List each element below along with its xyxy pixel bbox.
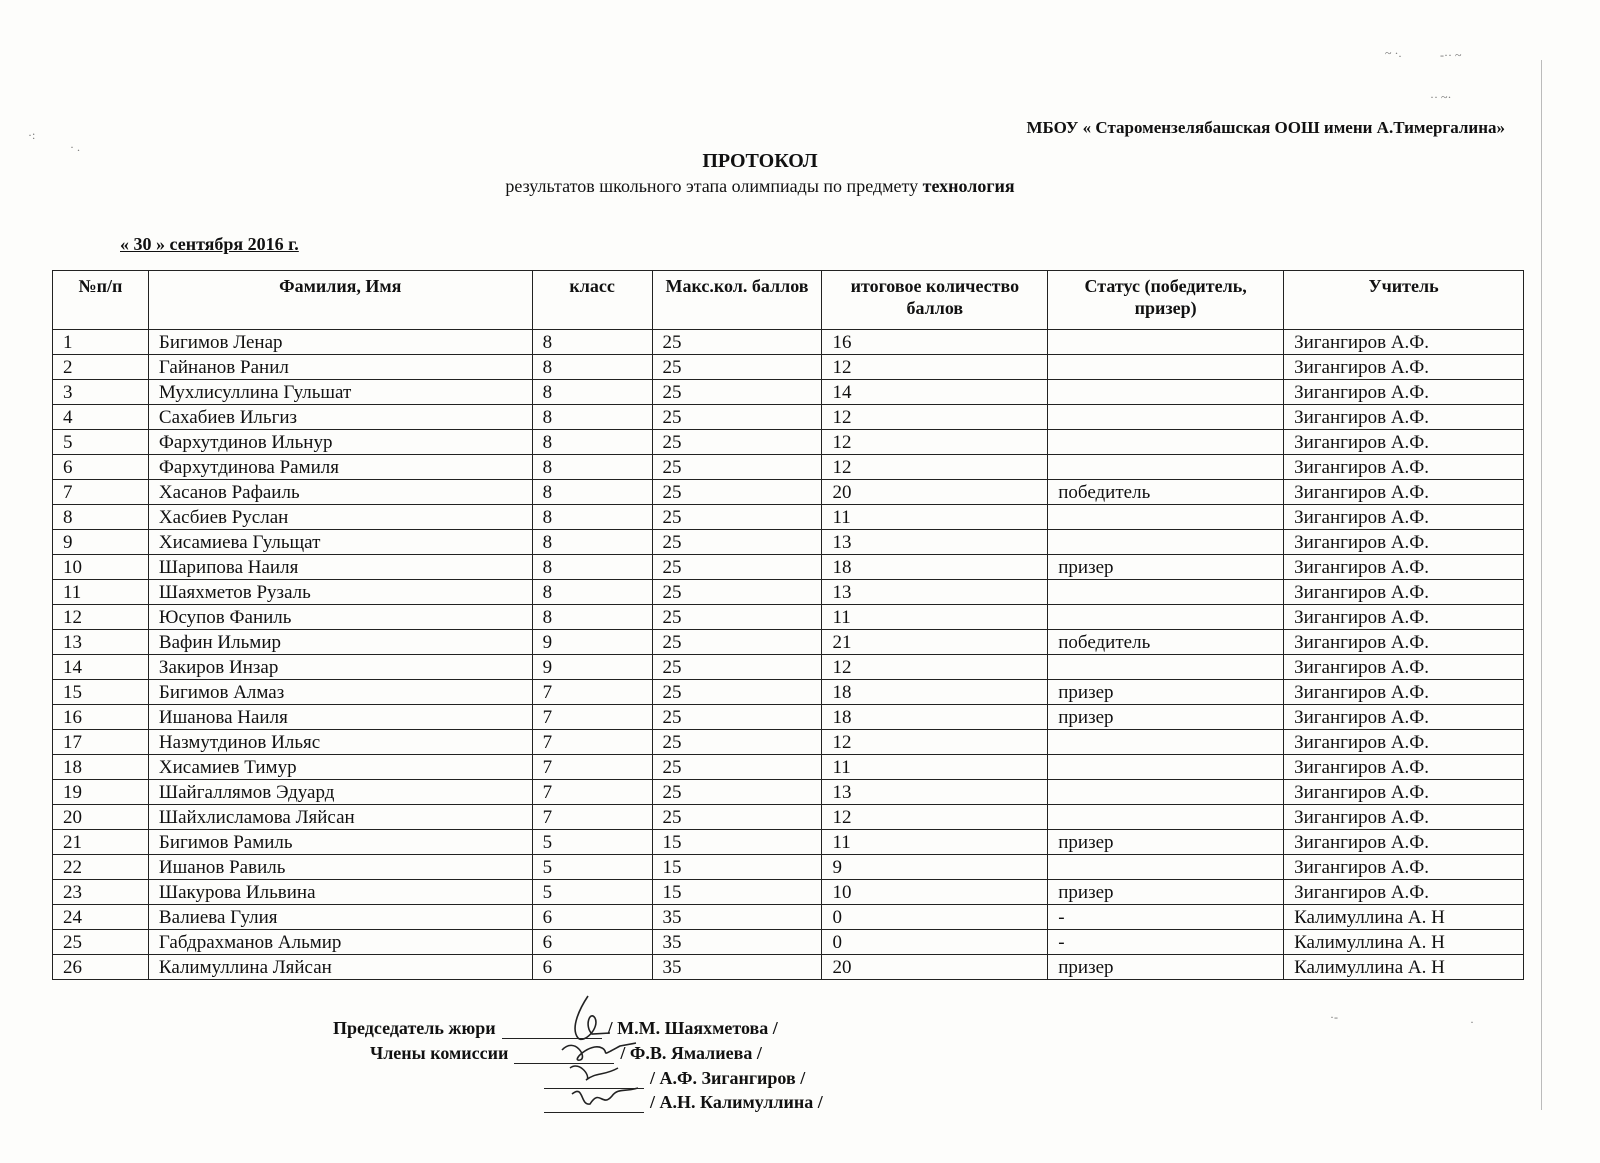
status-cell: победитель: [1048, 630, 1284, 655]
row-number: 24: [53, 905, 149, 930]
score-cell: 11: [822, 505, 1048, 530]
student-name: Закиров Инзар: [148, 655, 532, 680]
class-cell: 6: [532, 930, 652, 955]
table-row: [53, 380, 1524, 405]
max-score-cell: 15: [652, 880, 822, 905]
status-cell: [1048, 780, 1284, 805]
max-score-cell: 25: [652, 655, 822, 680]
row-number: 14: [53, 655, 149, 680]
student-name: Шакурова Ильвина: [148, 880, 532, 905]
student-name: Калимуллина Ляйсан: [148, 955, 532, 980]
class-cell: 7: [532, 705, 652, 730]
row-number: 18: [53, 755, 149, 780]
student-name: Фархутдинов Ильнур: [148, 430, 532, 455]
max-score-cell: 25: [652, 405, 822, 430]
max-score-cell: 25: [652, 805, 822, 830]
teacher-cell: Зигангиров А.Ф.: [1284, 730, 1524, 755]
document-subtitle: [0, 176, 1520, 197]
col-header-max: Макс.кол. баллов: [652, 271, 822, 330]
max-score-cell: 25: [652, 455, 822, 480]
teacher-cell: Зигангиров А.Ф.: [1284, 880, 1524, 905]
scan-speck: ·:: [28, 128, 36, 142]
table-row: [53, 455, 1524, 480]
teacher-cell: Зигангиров А.Ф.: [1284, 380, 1524, 405]
class-cell: 8: [532, 605, 652, 630]
score-cell: 20: [822, 480, 1048, 505]
score-cell: 12: [822, 355, 1048, 380]
class-cell: 9: [532, 655, 652, 680]
teacher-cell: Зигангиров А.Ф.: [1284, 530, 1524, 555]
table-row: [53, 605, 1524, 630]
teacher-cell: Зигангиров А.Ф.: [1284, 430, 1524, 455]
max-score-cell: 25: [652, 580, 822, 605]
subtitle-prefix: результатов школьного этапа олимпиады по предмету: [505, 176, 919, 196]
status-cell: -: [1048, 930, 1284, 955]
teacher-cell: Калимуллина А. Н: [1284, 905, 1524, 930]
teacher-cell: Зигангиров А.Ф.: [1284, 805, 1524, 830]
class-cell: 9: [532, 630, 652, 655]
table-row: [53, 655, 1524, 680]
class-cell: 5: [532, 830, 652, 855]
row-number: 15: [53, 680, 149, 705]
max-score-cell: 25: [652, 730, 822, 755]
teacher-cell: Зигангиров А.Ф.: [1284, 505, 1524, 530]
max-score-cell: 35: [652, 955, 822, 980]
score-cell: 14: [822, 380, 1048, 405]
table-row: [53, 555, 1524, 580]
class-cell: 8: [532, 505, 652, 530]
table-row: [53, 730, 1524, 755]
score-cell: 9: [822, 855, 1048, 880]
student-name: Шаяхметов Рузаль: [148, 580, 532, 605]
class-cell: 7: [532, 805, 652, 830]
class-cell: 6: [532, 905, 652, 930]
scan-speck: · .: [70, 140, 80, 154]
max-score-cell: 35: [652, 905, 822, 930]
score-cell: 12: [822, 730, 1048, 755]
teacher-cell: Зигангиров А.Ф.: [1284, 455, 1524, 480]
student-name: Сахабиев Ильгиз: [148, 405, 532, 430]
teacher-cell: Зигангиров А.Ф.: [1284, 330, 1524, 355]
status-cell: [1048, 455, 1284, 480]
row-number: 6: [53, 455, 149, 480]
table-row: [53, 430, 1524, 455]
table-header-row: [53, 271, 1524, 330]
status-cell: призер: [1048, 680, 1284, 705]
status-cell: [1048, 530, 1284, 555]
score-cell: 18: [822, 680, 1048, 705]
scan-speck: ·: [1470, 1015, 1474, 1029]
score-cell: 11: [822, 830, 1048, 855]
class-cell: 8: [532, 380, 652, 405]
status-cell: призер: [1048, 705, 1284, 730]
max-score-cell: 25: [652, 480, 822, 505]
class-cell: 6: [532, 955, 652, 980]
max-score-cell: 25: [652, 755, 822, 780]
scan-speck: ·· ~·: [1430, 90, 1452, 104]
student-name: Шайгаллямов Эдуард: [148, 780, 532, 805]
max-score-cell: 15: [652, 830, 822, 855]
score-cell: 13: [822, 530, 1048, 555]
teacher-cell: Зигангиров А.Ф.: [1284, 755, 1524, 780]
teacher-cell: Калимуллина А. Н: [1284, 930, 1524, 955]
scan-speck: -·· ~: [1440, 48, 1462, 62]
row-number: 12: [53, 605, 149, 630]
score-cell: 12: [822, 805, 1048, 830]
max-score-cell: 25: [652, 630, 822, 655]
max-score-cell: 15: [652, 855, 822, 880]
row-number: 17: [53, 730, 149, 755]
student-name: Бигимов Ленар: [148, 330, 532, 355]
student-name: Мухлисуллина Гульшат: [148, 380, 532, 405]
score-cell: 13: [822, 580, 1048, 605]
status-cell: призер: [1048, 955, 1284, 980]
col-header-score: итоговое количество баллов: [822, 271, 1048, 330]
class-cell: 8: [532, 580, 652, 605]
row-number: 7: [53, 480, 149, 505]
score-cell: 0: [822, 905, 1048, 930]
status-cell: [1048, 355, 1284, 380]
max-score-cell: 25: [652, 780, 822, 805]
table-row: [53, 930, 1524, 955]
score-cell: 11: [822, 755, 1048, 780]
student-name: Фархутдинова Рамиля: [148, 455, 532, 480]
table-row: [53, 580, 1524, 605]
row-number: 22: [53, 855, 149, 880]
table-row: [53, 680, 1524, 705]
status-cell: [1048, 505, 1284, 530]
max-score-cell: 25: [652, 705, 822, 730]
table-row: [53, 955, 1524, 980]
student-name: Вафин Ильмир: [148, 630, 532, 655]
max-score-cell: 35: [652, 930, 822, 955]
score-cell: 16: [822, 330, 1048, 355]
row-number: 11: [53, 580, 149, 605]
score-cell: 12: [822, 655, 1048, 680]
student-name: Хасанов Рафаиль: [148, 480, 532, 505]
row-number: 3: [53, 380, 149, 405]
status-cell: -: [1048, 905, 1284, 930]
teacher-cell: Зигангиров А.Ф.: [1284, 405, 1524, 430]
max-score-cell: 25: [652, 430, 822, 455]
row-number: 25: [53, 930, 149, 955]
teacher-cell: Зигангиров А.Ф.: [1284, 680, 1524, 705]
class-cell: 8: [532, 430, 652, 455]
row-number: 9: [53, 530, 149, 555]
protocol-date: « 30 » сентября 2016 г.: [120, 234, 299, 254]
score-cell: 12: [822, 430, 1048, 455]
row-number: 4: [53, 405, 149, 430]
teacher-cell: Зигангиров А.Ф.: [1284, 580, 1524, 605]
status-cell: [1048, 430, 1284, 455]
table-row: [53, 855, 1524, 880]
row-number: 5: [53, 430, 149, 455]
chair-name: / М.М. Шаяхметова /: [607, 1018, 778, 1038]
table-row: [53, 480, 1524, 505]
col-header-class: класс: [532, 271, 652, 330]
class-cell: 8: [532, 455, 652, 480]
status-cell: [1048, 380, 1284, 405]
table-row: [53, 830, 1524, 855]
student-name: Шарипова Наиля: [148, 555, 532, 580]
teacher-cell: Зигангиров А.Ф.: [1284, 830, 1524, 855]
teacher-cell: Зигангиров А.Ф.: [1284, 780, 1524, 805]
teacher-cell: Зигангиров А.Ф.: [1284, 555, 1524, 580]
teacher-cell: Зигангиров А.Ф.: [1284, 630, 1524, 655]
row-number: 8: [53, 505, 149, 530]
score-cell: 18: [822, 705, 1048, 730]
student-name: Назмутдинов Ильяс: [148, 730, 532, 755]
school-name: МБОУ « Старомензелябашская ООШ имени А.Тимергалина»: [1026, 118, 1505, 137]
student-name: Хисамиева Гульщат: [148, 530, 532, 555]
class-cell: 7: [532, 755, 652, 780]
student-name: Бигимов Рамиль: [148, 830, 532, 855]
max-score-cell: 25: [652, 330, 822, 355]
status-cell: призер: [1048, 555, 1284, 580]
student-name: Хасбиев Руслан: [148, 505, 532, 530]
member3-name: / А.Н. Калимуллина /: [650, 1092, 823, 1112]
row-number: 19: [53, 780, 149, 805]
class-cell: 7: [532, 730, 652, 755]
max-score-cell: 25: [652, 355, 822, 380]
class-cell: 8: [532, 530, 652, 555]
table-row: [53, 805, 1524, 830]
col-header-status: Статус (победитель, призер): [1048, 271, 1284, 330]
student-name: Гайнанов Ранил: [148, 355, 532, 380]
teacher-cell: Зигангиров А.Ф.: [1284, 655, 1524, 680]
class-cell: 7: [532, 680, 652, 705]
score-cell: 10: [822, 880, 1048, 905]
row-number: 13: [53, 630, 149, 655]
status-cell: [1048, 655, 1284, 680]
status-cell: [1048, 755, 1284, 780]
max-score-cell: 25: [652, 505, 822, 530]
table-row: [53, 405, 1524, 430]
class-cell: 8: [532, 480, 652, 505]
results-table: [52, 270, 1524, 980]
score-cell: 12: [822, 455, 1048, 480]
status-cell: призер: [1048, 830, 1284, 855]
table-row: [53, 755, 1524, 780]
teacher-cell: Зигангиров А.Ф.: [1284, 705, 1524, 730]
member1-name: / Ф.В. Ямалиева /: [620, 1043, 762, 1063]
student-name: Габдрахманов Альмир: [148, 930, 532, 955]
row-number: 26: [53, 955, 149, 980]
max-score-cell: 25: [652, 605, 822, 630]
table-row: [53, 705, 1524, 730]
class-cell: 8: [532, 405, 652, 430]
class-cell: 8: [532, 355, 652, 380]
teacher-cell: Зигангиров А.Ф.: [1284, 855, 1524, 880]
score-cell: 18: [822, 555, 1048, 580]
class-cell: 7: [532, 780, 652, 805]
subject-name: технология: [922, 176, 1015, 196]
row-number: 21: [53, 830, 149, 855]
student-name: Валиева Гулия: [148, 905, 532, 930]
teacher-cell: Зигангиров А.Ф.: [1284, 605, 1524, 630]
handwritten-signatures: [540, 988, 660, 1118]
table-row: [53, 355, 1524, 380]
scan-speck: ~ ·.: [1385, 46, 1402, 60]
student-name: Хисамиев Тимур: [148, 755, 532, 780]
teacher-cell: Зигангиров А.Ф.: [1284, 480, 1524, 505]
status-cell: [1048, 330, 1284, 355]
student-name: Шайхлисламова Ляйсан: [148, 805, 532, 830]
max-score-cell: 25: [652, 530, 822, 555]
status-cell: призер: [1048, 880, 1284, 905]
score-cell: 20: [822, 955, 1048, 980]
max-score-cell: 25: [652, 555, 822, 580]
col-header-name: Фамилия, Имя: [148, 271, 532, 330]
table-row: [53, 880, 1524, 905]
status-cell: [1048, 730, 1284, 755]
member2-name: / А.Ф. Зигангиров /: [650, 1068, 806, 1088]
row-number: 20: [53, 805, 149, 830]
row-number: 10: [53, 555, 149, 580]
score-cell: 13: [822, 780, 1048, 805]
table-row: [53, 505, 1524, 530]
row-number: 23: [53, 880, 149, 905]
scan-speck: ·-: [1330, 1010, 1338, 1024]
class-cell: 8: [532, 555, 652, 580]
row-number: 2: [53, 355, 149, 380]
score-cell: 11: [822, 605, 1048, 630]
table-row: [53, 330, 1524, 355]
max-score-cell: 25: [652, 680, 822, 705]
chair-label: Председатель жюри: [333, 1018, 496, 1038]
class-cell: 8: [532, 330, 652, 355]
teacher-cell: Зигангиров А.Ф.: [1284, 355, 1524, 380]
status-cell: [1048, 605, 1284, 630]
table-row: [53, 780, 1524, 805]
table-row: [53, 530, 1524, 555]
row-number: 1: [53, 330, 149, 355]
members-label: Члены комиссии: [370, 1043, 509, 1063]
student-name: Бигимов Алмаз: [148, 680, 532, 705]
page-edge-line: [1541, 60, 1542, 1110]
document-title: ПРОТОКОЛ: [702, 150, 818, 172]
table-row: [53, 630, 1524, 655]
status-cell: победитель: [1048, 480, 1284, 505]
class-cell: 5: [532, 880, 652, 905]
status-cell: [1048, 805, 1284, 830]
max-score-cell: 25: [652, 380, 822, 405]
score-cell: 12: [822, 405, 1048, 430]
score-cell: 21: [822, 630, 1048, 655]
class-cell: 5: [532, 855, 652, 880]
status-cell: [1048, 855, 1284, 880]
table-row: [53, 905, 1524, 930]
teacher-cell: Калимуллина А. Н: [1284, 955, 1524, 980]
student-name: Юсупов Фаниль: [148, 605, 532, 630]
student-name: Ишанова Наиля: [148, 705, 532, 730]
score-cell: 0: [822, 930, 1048, 955]
row-number: 16: [53, 705, 149, 730]
col-header-number: №п/п: [53, 271, 149, 330]
status-cell: [1048, 580, 1284, 605]
col-header-teacher: Учитель: [1284, 271, 1524, 330]
student-name: Ишанов Равиль: [148, 855, 532, 880]
status-cell: [1048, 405, 1284, 430]
